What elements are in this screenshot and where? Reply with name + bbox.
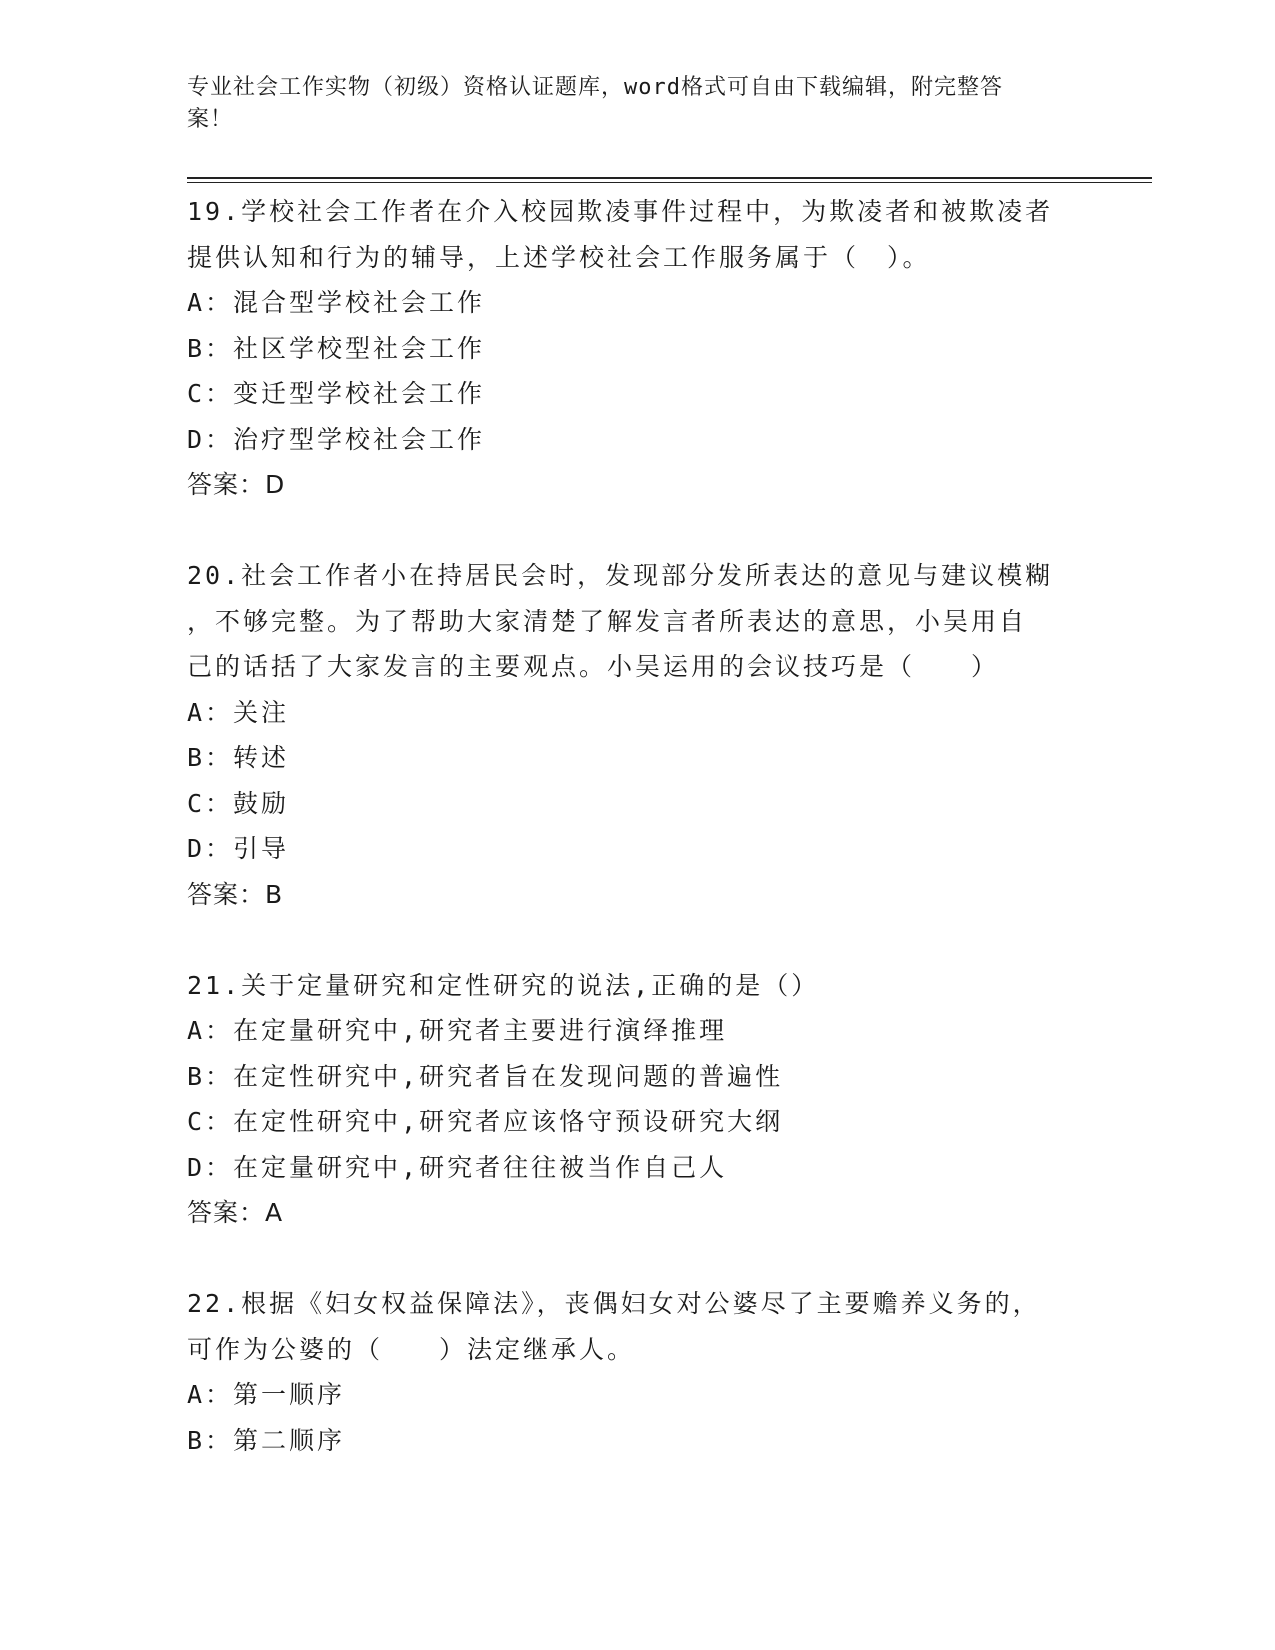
answer-line: 答案：A bbox=[187, 1198, 284, 1227]
option-b: B：在定性研究中,研究者旨在发现问题的普遍性 bbox=[187, 1061, 784, 1091]
answer-line: 答案：D bbox=[187, 470, 286, 499]
header-divider-thin bbox=[187, 182, 1152, 183]
question-stem-line: 提供认知和行为的辅导，上述学校社会工作服务属于（ ）。 bbox=[187, 242, 931, 272]
question-block bbox=[187, 1281, 1087, 1463]
question-stem-line: 己的话括了大家发言的主要观点。小吴运用的会议技巧是（ ） bbox=[187, 652, 1000, 681]
question-stem-line: 20.社会工作者小在持居民会时，发现部分发所表达的意见与建议模糊 bbox=[187, 561, 1054, 590]
question-list bbox=[187, 189, 1087, 1463]
option-a: A：第一顺序 bbox=[187, 1380, 346, 1409]
question-block bbox=[187, 963, 1087, 1236]
question-stem-line: 19.学校社会工作者在介入校园欺凌事件过程中，为欺凌者和被欺凌者 bbox=[187, 197, 1054, 226]
option-d: D：治疗型学校社会工作 bbox=[187, 424, 486, 454]
option-a: A：关注 bbox=[187, 697, 290, 727]
option-b: B：社区学校型社会工作 bbox=[187, 333, 486, 363]
option-d: D：引导 bbox=[187, 834, 290, 863]
question-stem-line: 22.根据《妇女权益保障法》，丧偶妇女对公婆尽了主要赡养义务的， bbox=[187, 1289, 1041, 1318]
header-divider-thick bbox=[187, 177, 1152, 179]
question-stem-line: ，不够完整。为了帮助大家清楚了解发言者所表达的意思，小吴用自 bbox=[187, 606, 1028, 636]
document-header bbox=[187, 72, 1067, 136]
option-c: C：在定性研究中,研究者应该恪守预设研究大纲 bbox=[187, 1107, 784, 1136]
option-c: C：鼓励 bbox=[187, 788, 290, 818]
question-stem-line: 21.关于定量研究和定性研究的说法,正确的是（） bbox=[187, 970, 820, 1000]
question-block bbox=[187, 553, 1087, 917]
answer-line: 答案：B bbox=[187, 879, 284, 909]
question-stem-line: 可作为公婆的（ ）法定继承人。 bbox=[187, 1334, 636, 1364]
header-line-2: 案！ bbox=[187, 107, 234, 132]
option-c: C：变迁型学校社会工作 bbox=[187, 379, 486, 408]
option-b: B：转述 bbox=[187, 743, 290, 772]
option-b: B：第二顺序 bbox=[187, 1425, 346, 1455]
option-a: A：在定量研究中,研究者主要进行演绎推理 bbox=[187, 1016, 728, 1045]
question-block bbox=[187, 189, 1087, 508]
option-a: A：混合型学校社会工作 bbox=[187, 288, 486, 317]
header-line-1: 专业社会工作实物（初级）资格认证题库，word格式可自由下载编辑，附完整答 bbox=[187, 75, 1003, 100]
option-d: D：在定量研究中,研究者往往被当作自己人 bbox=[187, 1152, 728, 1182]
